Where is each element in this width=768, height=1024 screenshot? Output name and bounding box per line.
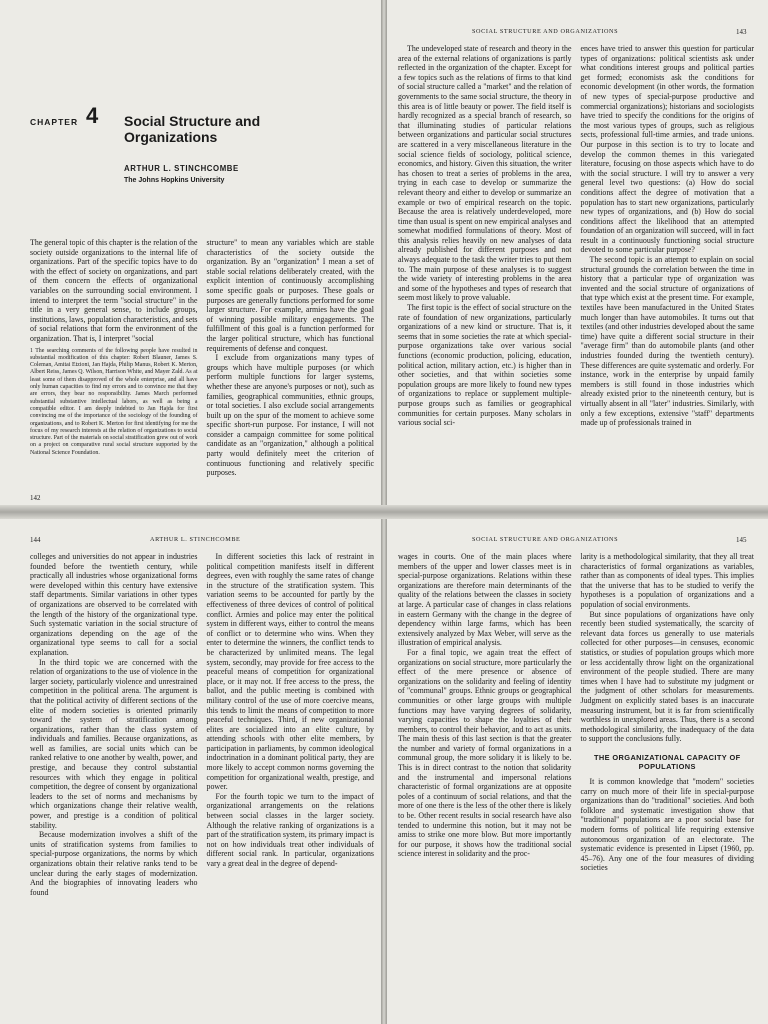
paragraph: But since populations of organizations have only recently been studied systematically, the scarcity of relevant data forces us generally to use materials collected for other purposes—in censuses, economic statistics, or studies of population groups which more or less accidentally throw light on the organizational environment of the people studied. There are many times when I have had to substitute my judgment or the judgment of other scholars for measurements. Judgment on explicitly stated bases is an inaccurate measuring instrument, but it is far from scientifically worthless in unexplored areas. Thus, there is a second methodological similarity, the inadequacy of the data to support the conclusions fully. xyxy=(580,609,754,744)
paragraph: Because modernization involves a shift of the units of stratification systems from families to special-purpose organizations, the norms by which organizations obtain their relative ranks tend to be unclear during the early stages of modernization. And the biographies of innovating leaders who found xyxy=(30,830,198,897)
chapter-number: 4 xyxy=(86,103,99,128)
running-head: SOCIAL STRUCTURE AND ORGANIZATIONS xyxy=(472,536,619,543)
body-columns xyxy=(398,552,754,1020)
body-column-left xyxy=(30,552,198,1020)
body-column-left xyxy=(398,44,572,504)
body-column-left xyxy=(398,552,572,1020)
body-column-right xyxy=(581,552,755,1020)
book-gutter-bottom xyxy=(381,512,387,1024)
page-number: 144 xyxy=(30,536,41,544)
body-column-right xyxy=(581,44,755,504)
author-affiliation: The Johns Hopkins University xyxy=(124,177,225,184)
paragraph: For the fourth topic we turn to the impact of organizational arrangements on the relations between social classes in the larger society. Although the relative ranking of organizations is a part of the stratification system, its primary impact is not on how individuals treat other individuals of different social rank. In particular, organizations vary a great deal in the degree of depend- xyxy=(206,791,374,868)
paragraph: The general topic of this chapter is the relation of the society outside organizations to the internal life of organizations. Part of the specific topics have to do with the effect of society on organizations, and part of them concern the effects of organizational variables on the surrounding social environment. I intend to interpret the term "social structure" in the title in a very general sense, to include groups, institutions, laws, population characteristics, and sets of social relations that form the environment of the organization. That is, I interpret "social xyxy=(30,238,198,343)
body-columns xyxy=(398,44,754,504)
body-column-right xyxy=(207,552,375,1020)
running-head: ARTHUR L. STINCHCOMBE xyxy=(150,536,241,543)
paragraph: In different societies this lack of restraint in political competition manifests itself in different degrees, even with roughly the same rates of change in the structure of the stratification system. This variation seems to be accounted for partly by the effectiveness of three devices of control of political conflict. Armies and police may enter the political system in different ways, either to control the means of conflict or to determine who wins. When they enter to determine the winners, the conflict tends to be characterized by unlimited means. The legal system, secondly, may provide for free access to the peaceful means of competition for organizational place, or it may not. If free access to the press, the ballot, and the public meeting is combined with military control of the use of more coercive means, this tends to limit the means of competition to more peaceful techniques. Third, if new organizational elites are socialized into an elite culture, by attending schools with other elite members, by participation in parliaments, by common ideological indoctrination in a dominant political party, they are more likely to accept common norms governing the competition for organizational wealth, prestige, and power. xyxy=(206,552,374,792)
page-142 xyxy=(0,0,384,512)
chapter-label: CHAPTER xyxy=(30,117,79,127)
page-144 xyxy=(0,512,384,1024)
page-145 xyxy=(384,512,768,1024)
section-heading: THE ORGANIZATIONAL CAPACITY OF POPULATIONS xyxy=(593,752,741,772)
body-columns xyxy=(30,238,374,496)
body-columns xyxy=(30,552,374,1020)
page-number: 142 xyxy=(30,494,41,502)
chapter-title: Social Structure and Organizations xyxy=(124,113,261,145)
page-number: 145 xyxy=(736,536,747,544)
book-gutter-top xyxy=(381,0,387,512)
running-head: SOCIAL STRUCTURE AND ORGANIZATIONS xyxy=(472,28,619,35)
paragraph: larity is a methodological similarity, that they all treat characteristics of formal organizations as variables, rather than as components of ideal types. This implies that the universe that has to be studied to verify the hypotheses is a population of organizations and a population of social environments. xyxy=(580,552,754,609)
paragraph: ences have tried to answer this question for particular types of organizations: political scientists ask under what conditions interest groups and political parties get formed; economists ask the conditions for economic development (in other words, the formation of new types of special-purpose productive and commercial organizations); historians and sociologists have tried to specify the conditions for the origins of the most various types of groups, such as religious sects, professional full-time armies, and trade unions. Our purpose in this section is to try to locate and develop the common themes in this variegated literature, focusing on those aspects which have to do with the social structure. I will try to answer a very general level two questions: (a) How do social conditions affect the degree of motivation that a population has to start new organizations, particularly new types of organizations, and (b) How do social conditions affect the likelihood that an attempted foundation of an organization will succeed, will in fact result in a continuously functioning social structure devoted to some particular purpose? xyxy=(580,44,754,255)
paragraph: The undeveloped state of research and theory in the area of the external relations of organizations is partly reflected in the organization of the chapter. Except for a few topics such as the relations of firms to that kind of social structure called a "market" and the relation of governments to the same social structure, the theory in this area is of little beauty or power. The field itself is hardly recognized as a special branch of research, so that illuminating studies of particular relations between organizations and particular social structures are scattered in a very miscellaneous literature in the social science fields of sociology, political science, economics, and history. Given this situation, the writer has chosen to treat a series of problems in the area, trying in each case to develop or summarize the relevant theory and either to develop or summarize an example or two of empirical research on the topic. Because the area is relatively underdeveloped, more time than usual is spent on new empirical analyses and somewhat modified formulations of theory. Most of this analysis relies heavily on new analyses of data already published for different purposes and not always adequate to the task the writer tries to put them to. The main purpose of these analyses is to suggest the wide variety of interesting problems in the area and some of the hypotheses and types of research that seem most likely to prove valuable. xyxy=(398,44,572,303)
paragraph: I exclude from organizations many types of groups which have multiple purposes (or which perform multiple functions for larger systems, whether these are anyone's purposes or not), such as families, geographical communities, ethnic groups, or total societies. I also exclude social arrangements built up on the spur of the moment to achieve some specific short-run purpose. For instance, I will not consider a campaign committee for some political candidate as an "organization," although a political party would definitely meet the criterion of continuous functioning and relatively specific purposes. xyxy=(206,353,374,478)
paragraph: The first topic is the effect of social structure on the rate of foundation of new organizations, particularly organizations of a new kind or structure. That is, it seems that in some societies the rate at which special-purpose organizations take over various social functions (economic production, policing, education, political action, military action, etc.) is higher than in other societies, and that within societies some population groups are more likely to found new types of organizations to replace or supplement multiple-purpose groups such as families or geographical communities for certain purposes. Many scholars in various social sci- xyxy=(398,303,572,428)
paragraph: wages in courts. One of the main places where members of the upper and lower classes meet is in special-purpose organizations. Relations within these organizations are therefore main determinants of the quality of the relations between the classes in society at large. A particular case of changes in class relations in eastern Germany with the change in the degree of dependency within large farms, which has been extensively analyzed by Max Weber, will serve as the illustration of empirical analysis. xyxy=(398,552,572,648)
author-name: ARTHUR L. STINCHCOMBE xyxy=(124,164,239,173)
page-143 xyxy=(384,0,768,512)
paragraph: It is common knowledge that "modern" societies carry on much more of their life in special-purpose organizations than do "traditional" societies. And both folklore and systematic investigation show that "traditional" populations are a poor social base for modern forms of political life requiring extensive autonomous organization of an electorate. The systematic evidence is presented in Lipset (1960, pp. 45–76). Any one of the four measures of dividing societies xyxy=(580,777,754,873)
paragraph: In the third topic we are concerned with the relation of organizations to the use of violence in the larger society, particularly violence and unrestrained competition in the political arena. The argument is that the political activity of different sections of the elite of modern societies is oriented primarily toward the system of stratification among organizations, rather than the class system of individuals and families. Because organizations, as well as families, are social units which can be ranked relative to one another by wealth, power, and prestige, and because they control substantial resources with which they engage in political competition, the degree of consent by organizational leaders to the set of norms and mechanisms by which organizations change their relative wealth, power, and prestige is a condition of political stability. xyxy=(30,657,198,830)
scan-page-divider xyxy=(0,505,768,519)
paragraph: For a final topic, we again treat the effect of organizations on social structure, more particularly the effect of the mere presence or absence of organizations on the solidarity and feeling of identity of "communal" groups. Ethnic groups or geographical communities or other large groups with multiple functions may have varying degrees of solidarity, varying capacities to shape the loyalties of their members, to control their behavior, and to act as units. The main thesis of this last section is that the greater the number and variety of formal organizations in a communal group, the more solidary it is likely to be. This is in direct contrast to the notion that solidarity and the instrumental and impersonal relations characteristic of formal organizations are at opposite poles of a continuum of social relations, and that the more of one there is the less of the other there is likely to be. Other recent results in social research have also tended to undermine this notion, but it may not be amiss to strike one more blow. But more importantly for our purpose, it shows how the traditional social science interest in solidarity and the proc- xyxy=(398,647,572,859)
paragraph: The second topic is an attempt to explain on social structural grounds the correlation between the time in history that a particular type of organization was invented and the social structure of organizations of that type which exist at the present time. For example, textiles have been manufactured in the United States much longer than have automobiles. It turns out that textiles (and other industries developed about the same time) have quite a different social structure in their "average firm" than do automobile plants (and other industries founded during the twentieth century). These differences are quite systematic and orderly. For instance, work in the enterprise by unpaid family members is still found in those industries which already existed prior to the nineteenth century, but is virtually absent in all "later" industries. Similarly, with only a few exceptions, extensive "staff" departments made up of professionals trained in xyxy=(580,255,754,428)
page-number: 143 xyxy=(736,28,747,36)
body-column-left xyxy=(30,238,198,496)
paragraph: colleges and universities do not appear in industries founded before the twentieth century, while practically all industries whose organizational forms were developed within this century have extensive staff departments. Similar variations in other types of organizations are observed to be correlated with the length of the history of the organizational type. Such systematic variation in the social structure of organizations depending on the age of the organizational type seems to call for a social explanation. xyxy=(30,552,198,657)
footnote: 1 The searching comments of the following people have resulted in substantial modification of this chapter: Robert Blauner, James S. Coleman, Amitai Etzioni, Jan Hajda, Philip Manus, Robert K. Merton, Albert Reiss, James Q. Wilson, Harrison White, and Mayer Zald. As at least some of them disapproved of the whole enterprise, and all have only human capacities to find my errors and to convince me that they are errors, they bear no responsibility. James March performed substantial substantive intellectual labors, as well as being a compatible editor. I am deeply indebted to Jan Hajda for first convincing me of the importance of the sociology of the founding of organizations, and to Robert K. Merton for first identifying for me the focus of my research interests at the relation of organizations to social structure. Part of the materials on social stratification grew out of work on a project on comparative rural social structure supported by the National Science Foundation. xyxy=(30,347,198,456)
body-column-right xyxy=(207,238,375,496)
paragraph: structure" to mean any variables which are stable characteristics of the society outside the organization. By an "organization" I mean a set of stable social relations deliberately created, with the explicit intention of continuously accomplishing some specific goals or purposes. These goals or purposes are generally functions performed for some larger structure. For example, armies have the goal of winning possible military engagements. The fulfillment of this goal is a function performed for the larger political structure, which has functional requirements of defense and conquest. xyxy=(206,238,374,353)
